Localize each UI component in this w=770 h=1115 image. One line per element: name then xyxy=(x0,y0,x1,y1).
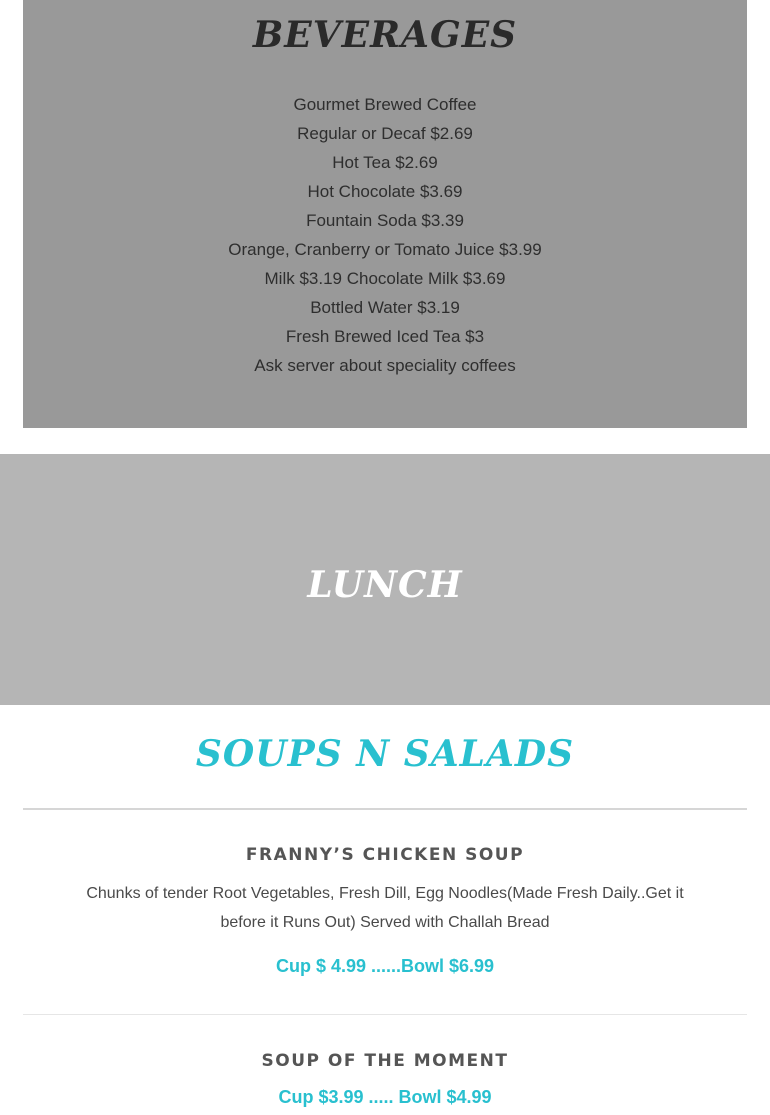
beverages-title: BEVERAGES xyxy=(252,14,518,56)
beverage-item: Orange, Cranberry or Tomato Juice $3.99 xyxy=(228,240,542,259)
menu-item-description: Chunks of tender Root Vegetables, Fresh Dill, Egg Noodles(Made Fresh Daily..Get it before it Runs Out) Served with Challah Bread xyxy=(86,885,684,931)
beverage-item: Regular or Decaf $2.69 xyxy=(297,124,473,143)
beverage-item: Fountain Soda $3.39 xyxy=(306,211,464,230)
soups-salads-title: SOUPS N SALADS xyxy=(195,733,575,775)
beverage-item: Hot Chocolate $3.69 xyxy=(307,182,463,201)
menu-item-price: Cup $ 4.99 ......Bowl $6.99 xyxy=(275,956,495,976)
beverages-list xyxy=(23,90,747,380)
beverage-item: Gourmet Brewed Coffee xyxy=(293,95,477,114)
menu-item-price: Cup $3.99 ..... Bowl $4.99 xyxy=(278,1087,492,1107)
beverage-item: Hot Tea $2.69 xyxy=(332,153,438,172)
menu-item-name: FRANNY’S CHICKEN SOUP xyxy=(245,845,525,865)
beverage-item: Milk $3.19 Chocolate Milk $3.69 xyxy=(264,269,506,288)
beverage-item: Fresh Brewed Iced Tea $3 xyxy=(285,327,485,346)
menu-item-name: SOUP OF THE MOMENT xyxy=(261,1051,509,1071)
item-divider xyxy=(23,1014,747,1015)
lunch-title: LUNCH xyxy=(307,564,463,606)
beverage-item: Bottled Water $3.19 xyxy=(310,298,460,317)
beverage-item: Ask server about speciality coffees xyxy=(254,356,516,375)
lunch-banner xyxy=(0,454,770,705)
beverages-section xyxy=(23,0,747,428)
section-divider xyxy=(23,808,747,810)
